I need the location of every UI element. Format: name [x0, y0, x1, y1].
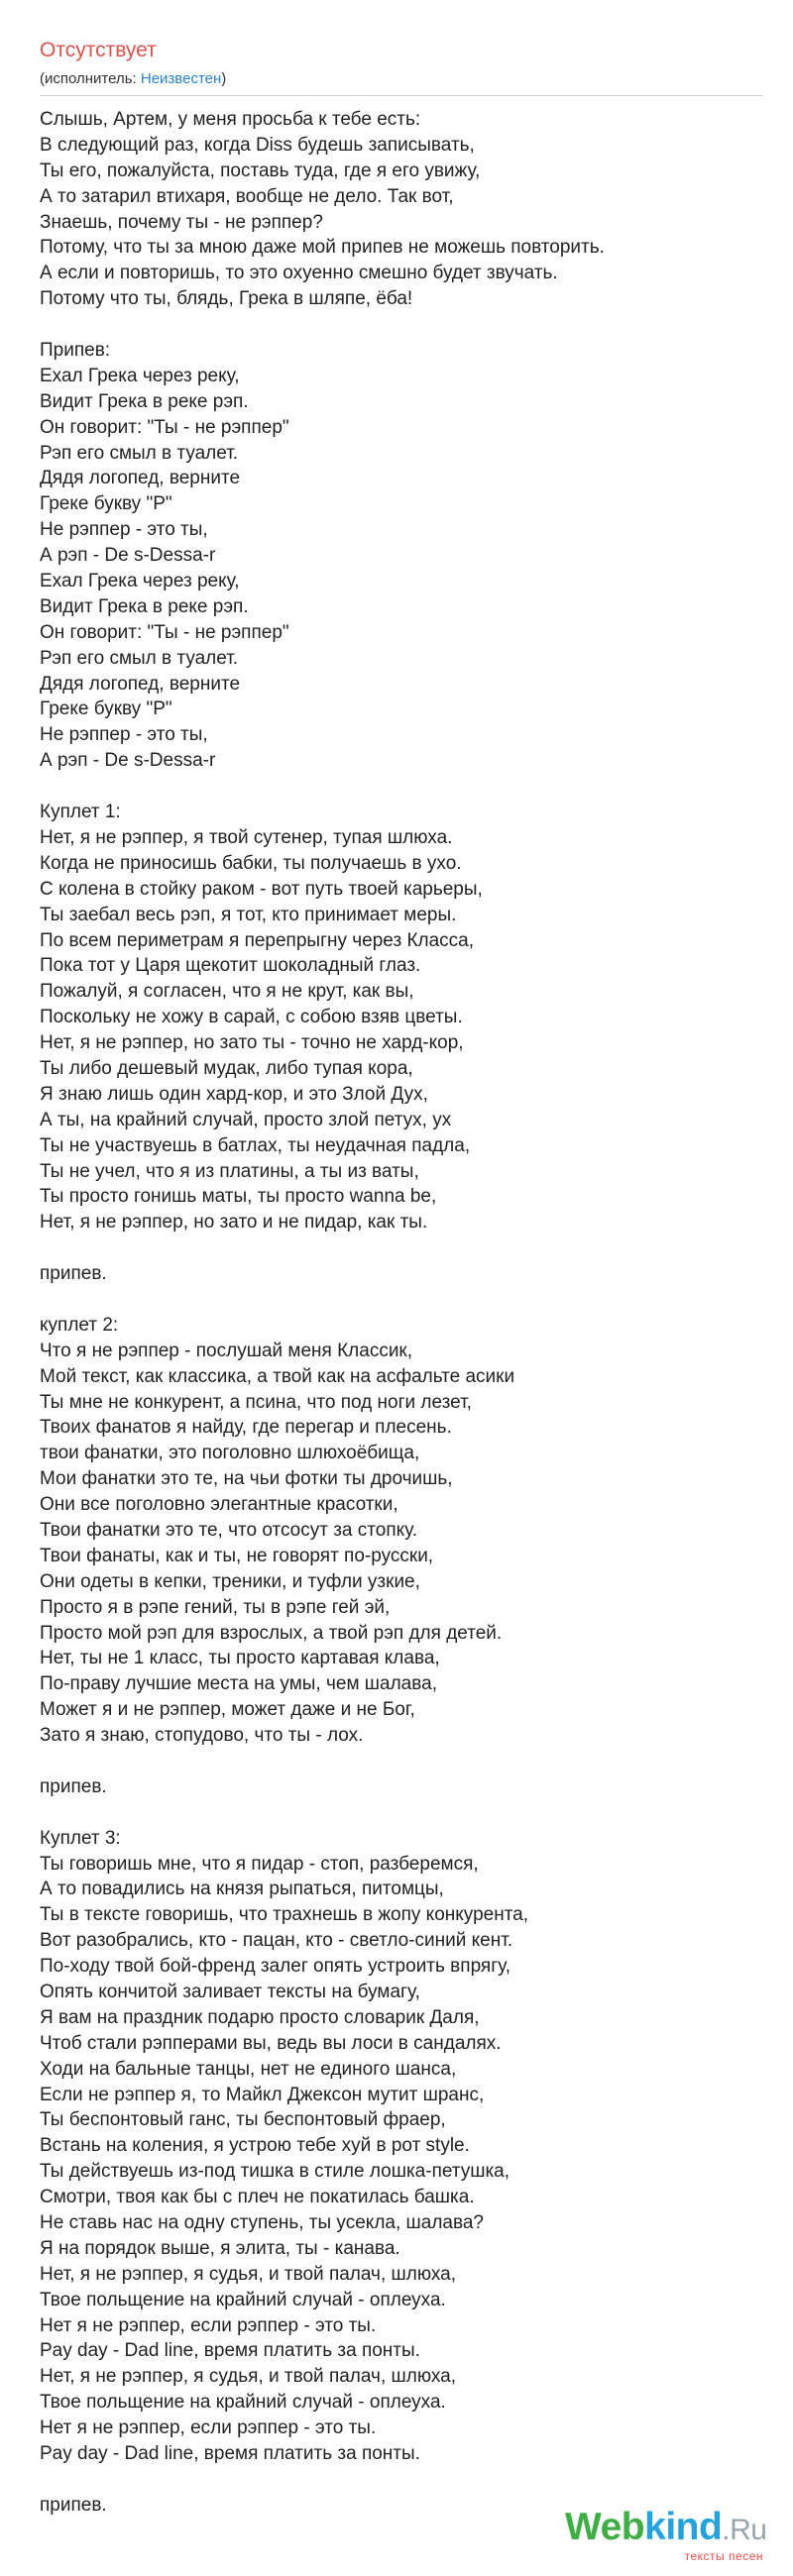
- lyric-blank-line: [40, 1287, 763, 1313]
- lyric-line: А то повадились на князя рыпаться, питомцы,: [40, 1878, 444, 1900]
- lyric-line: Ты мне не конкурент, а псина, что под ноги лезет,: [40, 1391, 472, 1413]
- lyric-blank-line: [40, 2467, 763, 2493]
- lyric-line: Просто я в рэпе гений, ты в рэпе гей эй,: [40, 1596, 391, 1618]
- lyric-line: А рэп - De s-Dessa-r: [40, 545, 216, 567]
- performer-link[interactable]: Неизвестен: [140, 70, 222, 87]
- lyric-line: Чтоб стали рэпперами вы, ведь вы лоси в сандалях.: [40, 2032, 502, 2054]
- lyric-line: Мои фанатки это те, на чьи фотки ты дрочишь,: [40, 1468, 453, 1490]
- lyric-line: Они одеты в кепки, треники, и туфли узкие,: [40, 1570, 420, 1592]
- lyric-line: Нет, я не рэппер, я твой сутенер, тупая шлюха.: [40, 826, 453, 848]
- lyric-line: Нет, ты не 1 класс, ты просто картавая клава,: [40, 1648, 440, 1669]
- lyric-line: По всем периметрам я перепрыгну через Класса,: [40, 929, 475, 951]
- lyric-line: Я знаю лишь один хард-кор, и это Злой Дух,: [40, 1083, 428, 1105]
- lyric-line: Что я не рэппер - послушай меня Классик,: [40, 1340, 413, 1361]
- lyric-line: Опять кончитой заливает тексты на бумагу,: [40, 1982, 420, 2003]
- lyric-line: Твое польщение на крайний случай - оплеуха.: [40, 2289, 446, 2310]
- lyric-line: Он говорит: "Ты - не рэппер": [40, 416, 289, 438]
- lyric-line: твои фанатки, это поголовно шлюхоёбища,: [40, 1443, 420, 1464]
- lyric-line: Нет, я не рэппер, я судья, и твой палач, шлюха,: [40, 2263, 456, 2285]
- lyric-line: куплет 2:: [40, 1314, 119, 1336]
- lyric-line: Ты беспонтовый ганс, ты беспонтовый фраер,: [40, 2109, 446, 2131]
- performer-line: [40, 69, 763, 89]
- logo-wordmark: [565, 2506, 767, 2551]
- lyric-line: Просто мой рэп для взрослых, а твой рэп для детей.: [40, 1622, 503, 1644]
- lyric-line: Ты заебал весь рэп, я тот, кто принимает меры.: [40, 904, 457, 925]
- lyrics-body: [40, 107, 763, 2519]
- lyric-line: Я вам на праздник подарю просто словарик Даля,: [40, 2006, 480, 2028]
- lyric-blank-line: [40, 774, 763, 800]
- lyric-line: Видит Грека в реке рэп.: [40, 595, 249, 617]
- lyric-line: Они все поголовно элегантные красотки,: [40, 1494, 398, 1516]
- logo-ru: .Ru: [722, 2514, 767, 2546]
- lyric-line: Зато я знаю, стопудово, что ты - лох.: [40, 1725, 364, 1747]
- lyric-line: Дядя логопед, верните: [40, 673, 241, 695]
- lyric-line: Ты просто гонишь маты, ты просто wanna be,: [40, 1186, 437, 1208]
- lyric-line: припев.: [40, 1775, 107, 1797]
- lyric-blank-line: [40, 312, 763, 338]
- lyric-line: Смотри, твоя как бы с плеч не покатилась башка.: [40, 2187, 475, 2208]
- lyric-line: Нет я не рэппер, если рэппер - это ты.: [40, 2417, 377, 2439]
- lyric-line: Встань на коления, я устрою тебе хуй в рот style.: [40, 2135, 470, 2157]
- lyric-line: Вот разобрались, кто - пацан, кто - светло-синий кент.: [40, 1930, 513, 1952]
- lyric-line: Ты не учел, что я из платины, а ты из ваты,: [40, 1160, 419, 1182]
- lyric-line: Дядя логопед, верните: [40, 468, 241, 489]
- lyric-line: По-праву лучшие места на умы, чем шалава,: [40, 1673, 437, 1695]
- lyric-blank-line: [40, 1749, 763, 1774]
- lyric-line: Не рэппер - это ты,: [40, 724, 208, 746]
- lyric-line: Поскольку не хожу в сарай, с собою взяв цветы.: [40, 1007, 463, 1028]
- lyric-line: Может я и не рэппер, может даже и не Бог,: [40, 1699, 415, 1721]
- performer-prefix: (исполнитель:: [40, 70, 141, 87]
- lyric-line: Ты действуешь из-под тишка в стиле лошка-петушка,: [40, 2161, 510, 2183]
- lyric-line: Рэп его смыл в туалет.: [40, 647, 239, 669]
- lyric-line: Пожалуй, я согласен, что я не крут, как вы,: [40, 981, 414, 1003]
- lyric-line: Потому что ты, блядь, Грека в шляпе, ёба!: [40, 288, 413, 310]
- lyric-line: Потому, что ты за мною даже мой припев не можешь повторить.: [40, 237, 605, 259]
- lyric-line: Ты не участвуешь в батлах, ты неудачная падла,: [40, 1134, 471, 1156]
- lyric-line: Ты его, пожалуйста, поставь туда, где я его увижу,: [40, 160, 481, 181]
- lyric-line: припев.: [40, 2494, 107, 2516]
- lyric-line: Греке букву "Р": [40, 493, 172, 515]
- site-logo[interactable]: [565, 2506, 767, 2563]
- lyric-line: Ехал Грека через реку,: [40, 571, 240, 592]
- lyric-line: С колена в стойку раком - вот путь твоей карьеры,: [40, 878, 483, 900]
- logo-kind: kind: [644, 2506, 723, 2548]
- lyric-blank-line: [40, 1235, 763, 1261]
- lyric-line: А рэп - De s-Dessa-r: [40, 750, 216, 772]
- lyric-line: Мой текст, как классика, а твой как на асфальте асики: [40, 1365, 515, 1387]
- lyric-line: Слышь, Артем, у меня просьба к тебе есть:: [40, 109, 421, 130]
- lyric-line: Ты говоришь мне, что я пидар - стоп, разберемся,: [40, 1853, 479, 1875]
- lyric-line: Pay day - Dad line, время платить за понты.: [40, 2340, 420, 2362]
- lyric-line: Рэп его смыл в туалет.: [40, 442, 239, 464]
- lyric-line: Куплет 1:: [40, 802, 121, 823]
- lyric-line: Pay day - Dad line, время платить за понты.: [40, 2443, 420, 2465]
- lyric-line: Пока тот у Царя щекотит шоколадный глаз.: [40, 955, 421, 977]
- lyric-line: Ты в тексте говоришь, что трахнешь в жопу конкурента,: [40, 1904, 529, 1926]
- header-divider: [40, 95, 763, 96]
- performer-suffix: ): [221, 70, 227, 87]
- lyric-line: Когда не приносишь бабки, ты получаешь в ухо.: [40, 852, 462, 874]
- lyric-line: Припев:: [40, 340, 111, 362]
- lyric-line: Я на порядок выше, я элита, ты - канава.: [40, 2237, 400, 2259]
- lyric-line: Твоих фанатов я найду, где перегар и плесень.: [40, 1417, 452, 1439]
- song-title: Отсутствует: [40, 39, 157, 61]
- lyric-line: Твои фанатки это те, что отсосут за стопку.: [40, 1519, 418, 1541]
- lyric-line: Ехал Грека через реку,: [40, 365, 240, 386]
- lyric-line: Знаешь, почему ты - не рэппер?: [40, 211, 323, 233]
- lyric-line: Ты либо дешевый мудак, либо тупая кора,: [40, 1057, 413, 1079]
- lyric-line: Нет я не рэппер, если рэппер - это ты.: [40, 2314, 377, 2336]
- lyric-line: Нет, я не рэппер, я судья, и твой палач, шлюха,: [40, 2366, 456, 2388]
- lyric-line: Твое польщение на крайний случай - оплеуха.: [40, 2392, 446, 2414]
- lyric-line: Твои фанаты, как и ты, не говорят по-русски,: [40, 1545, 434, 1566]
- lyric-line: В следующий раз, когда Diss будешь записывать,: [40, 134, 475, 156]
- lyric-line: Если не рэппер я, то Майкл Джексон мутит шранс,: [40, 2084, 485, 2105]
- logo-web: Web: [565, 2506, 645, 2548]
- lyric-line: Он говорит: "Ты - не рэппер": [40, 621, 289, 643]
- lyric-line: Не ставь нас на одну ступень, ты усекла, шалава?: [40, 2212, 485, 2234]
- lyric-line: А ты, на крайний случай, просто злой петух, ух: [40, 1109, 452, 1130]
- lyric-line: Ходи на бальные танцы, нет не единого шанса,: [40, 2058, 457, 2080]
- lyric-line: А если и повторишь, то это охуенно смешно будет звучать.: [40, 263, 558, 284]
- lyric-line: Нет, я не рэппер, но зато и не пидар, как ты.: [40, 1212, 428, 1234]
- lyric-line: По-ходу твой бой-френд залег опять устроить впрягу,: [40, 1956, 511, 1978]
- lyric-line: Греке букву "Р": [40, 698, 172, 720]
- lyric-line: А то затарил втихаря, вообще не дело. Так вот,: [40, 185, 454, 207]
- lyric-line: Куплет 3:: [40, 1827, 121, 1849]
- lyric-line: Нет, я не рэппер, но зато ты - точно не хард-кор,: [40, 1032, 464, 1054]
- lyric-line: Видит Грека в реке рэп.: [40, 390, 249, 412]
- lyric-blank-line: [40, 1800, 763, 1826]
- lyric-line: припев.: [40, 1263, 107, 1285]
- lyric-line: Не рэппер - это ты,: [40, 519, 208, 541]
- logo-tagline: тексты песен: [684, 2549, 763, 2563]
- song-header: [40, 38, 763, 96]
